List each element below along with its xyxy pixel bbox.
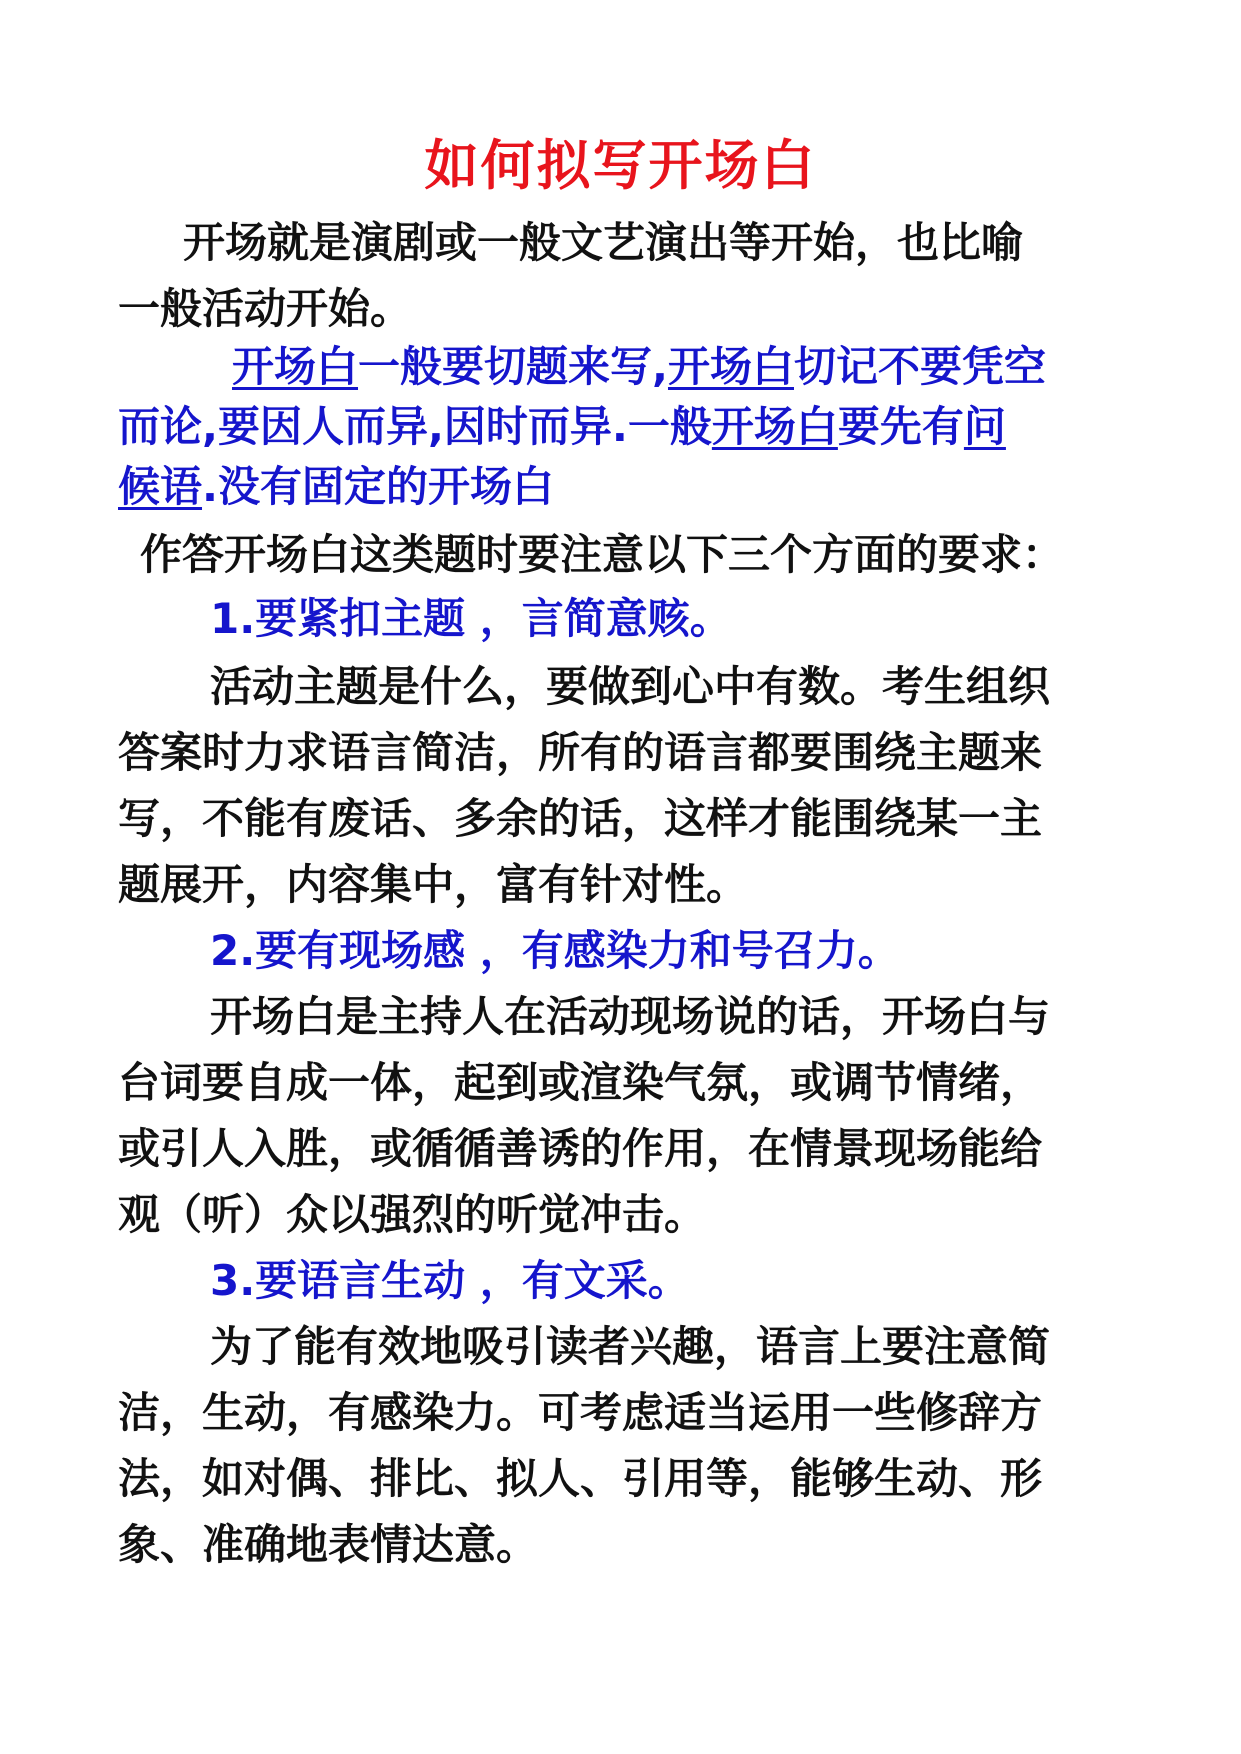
section-heading-2: 2.要有现场感 ，有感染力和号召力。 bbox=[210, 926, 900, 975]
section-1-body-line: 写，不能有废话、多余的话，这样才能围绕某一主 bbox=[118, 794, 1043, 843]
section-2-body-line: 观（听）众以强烈的听觉冲击。 bbox=[118, 1190, 707, 1239]
section-3-body-line: 象、准确地表情达意。 bbox=[118, 1520, 539, 1569]
section-3-body-line: 洁，生动，有感染力。可考虑适当运用一些修辞方 bbox=[118, 1388, 1043, 1437]
link-kaichangbai[interactable]: 开场白 bbox=[232, 342, 359, 391]
intro-line-1: 开场就是演剧或一般文艺演出等开始，也比喻 bbox=[183, 218, 1024, 267]
link-wenhouyu[interactable]: 问 bbox=[963, 402, 1006, 451]
link-kaichangbai[interactable]: 开场白 bbox=[711, 402, 838, 451]
section-2-body-line: 台词要自成一体，起到或渲染气氛，或调节情绪， bbox=[118, 1058, 1043, 1107]
blue-text: 一般要切题来写, bbox=[358, 342, 668, 391]
intro-line-2: 一般活动开始。 bbox=[118, 284, 413, 333]
blue-text: .没有固定的开场白 bbox=[202, 462, 554, 511]
page-title: 如何拟写开场白 bbox=[424, 134, 817, 197]
section-1-body-line: 答案时力求语言简洁，所有的语言都要围绕主题来 bbox=[118, 728, 1043, 777]
section-3-body-line: 为了能有效地吸引读者兴趣，语言上要注意简 bbox=[210, 1322, 1051, 1371]
section-1-body-line: 活动主题是什么，要做到心中有数。考生组织 bbox=[210, 662, 1051, 711]
blue-paragraph-line-1 bbox=[232, 340, 1241, 394]
section-heading-1: 1.要紧扣主题 ，言简意赅。 bbox=[210, 594, 732, 643]
link-wenhouyu[interactable]: 候语 bbox=[118, 462, 203, 511]
requirements-intro: 作答开场白这类题时要注意以下三个方面的要求： bbox=[140, 530, 1065, 579]
section-3-body-line: 法，如对偶、排比、拟人、引用等，能够生动、形 bbox=[118, 1454, 1043, 1503]
blue-text: 切记不要凭空 bbox=[794, 342, 1047, 391]
link-kaichangbai[interactable]: 开场白 bbox=[667, 342, 794, 391]
blue-paragraph-line-3 bbox=[118, 460, 1158, 514]
section-heading-3: 3.要语言生动 ，有文采。 bbox=[210, 1256, 690, 1305]
section-2-body-line: 开场白是主持人在活动现场说的话，开场白与 bbox=[210, 992, 1051, 1041]
blue-text: 而论,要因人而异,因时而异.一般 bbox=[118, 402, 712, 451]
section-1-body-line: 题展开，内容集中，富有针对性。 bbox=[118, 860, 749, 909]
section-2-body-line: 或引人入胜，或循循善诱的作用，在情景现场能给 bbox=[118, 1124, 1043, 1173]
blue-text: 要先有 bbox=[837, 402, 964, 451]
blue-paragraph-line-2 bbox=[118, 400, 1158, 454]
